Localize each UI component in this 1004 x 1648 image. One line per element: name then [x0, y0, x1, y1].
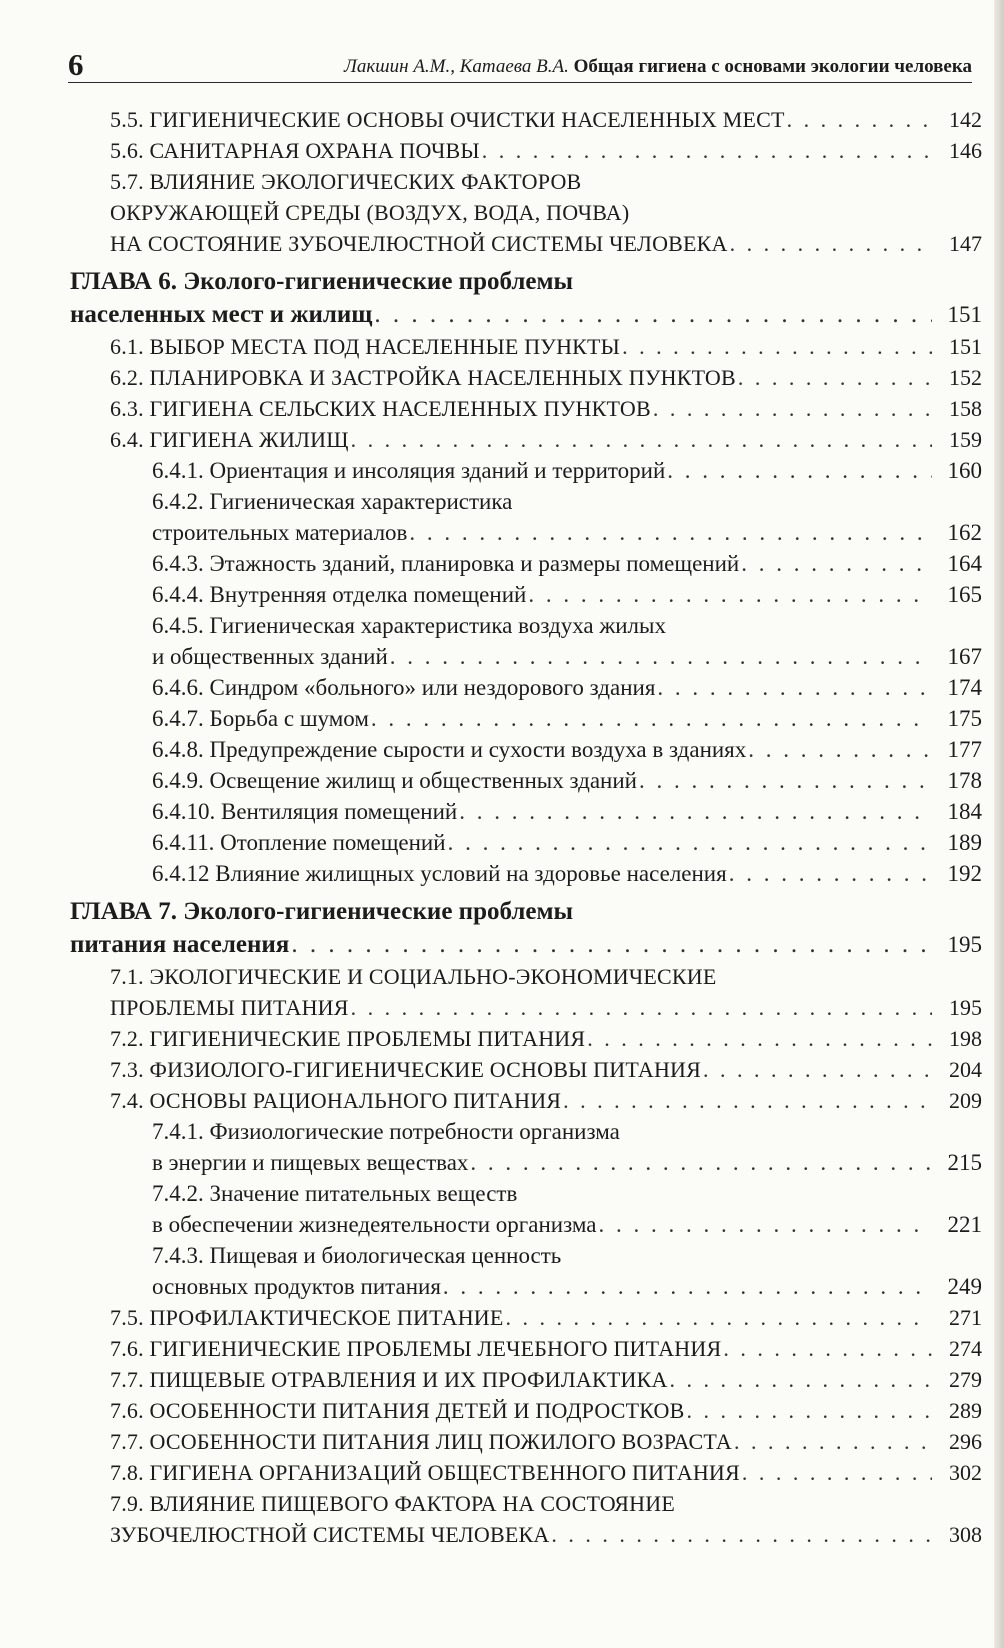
toc-entry-title-line: НА СОСТОЯНИЕ ЗУБОЧЕЛЮСТНОЙ СИСТЕМЫ ЧЕЛОВЕКА [110, 231, 728, 256]
toc-subentry [152, 672, 982, 703]
toc-subentry [152, 1178, 982, 1240]
toc-subentry [152, 1240, 982, 1302]
toc-chapter-heading [70, 265, 982, 331]
toc-entry-title: 7.5. ПРОФИЛАКТИЧЕСКОЕ ПИТАНИЕ [110, 1305, 504, 1330]
toc-page-number: 177 [947, 737, 982, 762]
toc-entry-title: 6.4.8. Предупреждение сырости и сухости воздуха в зданиях [152, 737, 747, 762]
toc-entry-title-line: ОКРУЖАЮЩЕЙ СРЕДЫ (ВОЗДУХ, ВОДА, ПОЧВА) [110, 200, 630, 225]
toc-entry-title: 6.4.11. Отопление помещений [152, 830, 446, 855]
toc-page-number: 174 [947, 675, 982, 700]
toc-subentry [152, 765, 982, 796]
dot-leader [409, 517, 932, 548]
toc-entry-title-line: 5.7. ВЛИЯНИЕ ЭКОЛОГИЧЕСКИХ ФАКТОРОВ [110, 169, 582, 194]
chapter-title-line: питания населения [70, 931, 290, 958]
dot-leader [351, 992, 932, 1023]
dot-leader [738, 362, 932, 393]
toc-entry-title: 7.6. ОСОБЕННОСТИ ПИТАНИЯ ДЕТЕЙ И ПОДРОСТКОВ [110, 1398, 685, 1423]
dot-leader [374, 298, 932, 331]
dot-leader [528, 579, 932, 610]
toc-page-number: 289 [949, 1398, 982, 1423]
toc-entry-title-line: 7.4.1. Физиологические потребности организма [152, 1119, 620, 1144]
dot-leader [563, 1085, 932, 1116]
toc-page-number: 192 [947, 861, 982, 886]
toc-entry-title: 7.3. ФИЗИОЛОГО-ГИГИЕНИЧЕСКИЕ ОСНОВЫ ПИТАНИЯ [110, 1057, 702, 1082]
toc-page-number: 151 [949, 334, 982, 359]
toc-entry-title-line: и общественных зданий [152, 644, 388, 669]
header-book-title: Общая гигиена с основами экологии человека [573, 56, 972, 77]
dot-leader [639, 765, 932, 796]
toc-entry [110, 1023, 982, 1054]
toc-subentry [152, 1116, 982, 1178]
dot-leader [742, 1457, 932, 1488]
dot-leader [703, 1054, 932, 1085]
dot-leader [443, 1271, 932, 1302]
toc-entry [110, 1302, 982, 1333]
toc-page-number: 147 [949, 231, 982, 256]
toc-page-number: 158 [949, 396, 982, 421]
toc-page-number: 204 [949, 1057, 982, 1082]
toc-entry [110, 331, 982, 362]
toc-page-number: 189 [947, 830, 982, 855]
toc-entry [110, 1488, 982, 1550]
toc-page-number: 167 [947, 644, 982, 669]
dot-leader [448, 827, 932, 858]
toc-entry-title-line: 7.1. ЭКОЛОГИЧЕСКИЕ И СОЦИАЛЬНО-ЭКОНОМИЧЕСКИЕ [110, 964, 717, 989]
dot-leader [371, 703, 932, 734]
toc-entry [110, 135, 982, 166]
dot-leader [657, 672, 932, 703]
toc-page-number: 164 [947, 551, 982, 576]
toc-page-number: 221 [947, 1212, 982, 1237]
toc-page-number: 152 [949, 365, 982, 390]
dot-leader [670, 1364, 932, 1395]
dot-leader [667, 455, 932, 486]
dot-leader [587, 1023, 932, 1054]
toc-entry [110, 1333, 982, 1364]
dot-leader [459, 796, 932, 827]
toc-page-number: 274 [949, 1336, 982, 1361]
header-authors: Лакшин А.М., Катаева В.А. [344, 56, 569, 77]
toc-page-number: 184 [947, 799, 982, 824]
toc-entry-title: 6.1. ВЫБОР МЕСТА ПОД НАСЕЛЕННЫЕ ПУНКТЫ [110, 334, 621, 359]
toc-entry [110, 1085, 982, 1116]
toc-subentry [152, 548, 982, 579]
toc-page-number: 195 [949, 995, 982, 1020]
dot-leader [291, 928, 932, 961]
toc-subentry [152, 796, 982, 827]
toc-subentry [152, 610, 982, 672]
toc-entry-title: 7.8. ГИГИЕНА ОРГАНИЗАЦИЙ ОБЩЕСТВЕННОГО ПИТАНИЯ [110, 1460, 740, 1485]
running-header [68, 46, 972, 83]
dot-leader [551, 1519, 932, 1550]
toc-entry-title-line: строительных материалов [152, 520, 408, 545]
dot-leader [734, 1426, 932, 1457]
toc-page-number: 159 [949, 427, 982, 452]
dot-leader [729, 858, 932, 889]
toc-entry-title: 6.4.12 Влияние жилищных условий на здоровье населения [152, 861, 727, 886]
toc-page-number: 249 [947, 1274, 982, 1299]
toc-entry [110, 1395, 982, 1426]
toc-page-number: 160 [947, 458, 982, 483]
toc-entry-title: 7.7. ПИЩЕВЫЕ ОТРАВЛЕНИЯ И ИХ ПРОФИЛАКТИКА [110, 1367, 668, 1392]
page-number: 6 [68, 47, 84, 82]
chapter-title-line: населенных мест и жилищ [70, 301, 373, 328]
toc-entry [110, 1426, 982, 1457]
toc-entry-title-line: 6.4.2. Гигиеническая характеристика [152, 489, 513, 514]
toc-subentry [152, 455, 982, 486]
toc-page-number: 209 [949, 1088, 982, 1113]
toc-entry-title-line: ЗУБОЧЕЛЮСТНОЙ СИСТЕМЫ ЧЕЛОВЕКА [110, 1522, 550, 1547]
toc-entry-title-line: 7.9. ВЛИЯНИЕ ПИЩЕВОГО ФАКТОРА НА СОСТОЯНИЕ [110, 1491, 675, 1516]
toc-subentry [152, 486, 982, 548]
dot-leader [482, 135, 932, 166]
toc-subentry [152, 827, 982, 858]
toc-page-number: 146 [949, 138, 982, 163]
dot-leader [741, 548, 932, 579]
chapter-title-line: ГЛАВА 7. Эколого-гигиенические проблемы [70, 898, 574, 925]
toc-entry-title-line: в обеспечении жизнедеятельности организма [152, 1212, 597, 1237]
toc-entry [110, 424, 982, 455]
toc-entry-title: 5.6. САНИТАРНАЯ ОХРАНА ПОЧВЫ [110, 138, 480, 163]
dot-leader [723, 1333, 932, 1364]
toc-entry-title-line: в энергии и пищевых веществах [152, 1150, 469, 1175]
toc-entry-title-line: ПРОБЛЕМЫ ПИТАНИЯ [110, 995, 349, 1020]
toc-entry-title-line: 7.4.3. Пищевая и биологическая ценность [152, 1243, 562, 1268]
toc-entry-title: 6.4.1. Ориентация и инсоляция зданий и территорий [152, 458, 666, 483]
toc-entry [110, 393, 982, 424]
toc-page-number: 279 [949, 1367, 982, 1392]
toc-entry-title-line: 6.4.5. Гигиеническая характеристика воздуха жилых [152, 613, 666, 638]
toc-page-number: 296 [949, 1429, 982, 1454]
toc-entry-title-line: 7.4.2. Значение питательных веществ [152, 1181, 518, 1206]
dot-leader [748, 734, 932, 765]
toc-entry-title-line: основных продуктов питания [152, 1274, 441, 1299]
dot-leader [730, 228, 932, 259]
toc-entry [110, 1364, 982, 1395]
toc-subentry [152, 703, 982, 734]
toc-entry-title: 7.6. ГИГИЕНИЧЕСКИЕ ПРОБЛЕМЫ ЛЕЧЕБНОГО ПИТАНИЯ [110, 1336, 722, 1361]
toc-entry [110, 961, 982, 1023]
toc-entry-title: 6.4. ГИГИЕНА ЖИЛИЩ [110, 427, 349, 452]
toc-entry-title: 6.4.3. Этажность зданий, планировка и размеры помещений [152, 551, 740, 576]
toc-subentry [152, 579, 982, 610]
dot-leader [598, 1209, 932, 1240]
toc-page-number: 308 [949, 1522, 982, 1547]
toc-page-number: 162 [947, 520, 982, 545]
toc-entry-title: 6.4.9. Освещение жилищ и общественных зданий [152, 768, 637, 793]
toc-entry [110, 104, 982, 135]
toc-subentry [152, 734, 982, 765]
toc-page-number: 175 [947, 706, 982, 731]
toc-entry-title: 7.4. ОСНОВЫ РАЦИОНАЛЬНОГО ПИТАНИЯ [110, 1088, 562, 1113]
toc-entry-title: 7.2. ГИГИЕНИЧЕСКИЕ ПРОБЛЕМЫ ПИТАНИЯ [110, 1026, 586, 1051]
toc-entry-title: 6.2. ПЛАНИРОВКА И ЗАСТРОЙКА НАСЕЛЕННЫХ ПУНКТОВ [110, 365, 736, 390]
toc-page-number: 142 [949, 107, 982, 132]
toc-page-number: 165 [947, 582, 982, 607]
toc-subentry [152, 858, 982, 889]
toc-page-number: 151 [947, 302, 982, 327]
toc-entry-title: 6.4.4. Внутренняя отделка помещений [152, 582, 527, 607]
toc-page-number: 178 [947, 768, 982, 793]
toc-page-number: 198 [949, 1026, 982, 1051]
toc-entry [110, 166, 982, 259]
toc-entry-title: 5.5. ГИГИЕНИЧЕСКИЕ ОСНОВЫ ОЧИСТКИ НАСЕЛЕННЫХ МЕСТ [110, 107, 785, 132]
dot-leader [351, 424, 932, 455]
dot-leader [506, 1302, 932, 1333]
dot-leader [787, 104, 932, 135]
dot-leader [653, 393, 932, 424]
chapter-title-line: ГЛАВА 6. Эколого-гигиенические проблемы [70, 268, 574, 295]
toc-page-number: 302 [949, 1460, 982, 1485]
toc-entry-title: 6.4.10. Вентиляция помещений [152, 799, 458, 824]
toc-entry-title: 6.3. ГИГИЕНА СЕЛЬСКИХ НАСЕЛЕННЫХ ПУНКТОВ [110, 396, 651, 421]
dot-leader [470, 1147, 932, 1178]
toc-entry-title: 6.4.6. Синдром «больного» или нездорового здания [152, 675, 656, 700]
toc-entry-title: 7.7. ОСОБЕННОСТИ ПИТАНИЯ ЛИЦ ПОЖИЛОГО ВОЗРАСТА [110, 1429, 732, 1454]
toc-entry [110, 362, 982, 393]
toc-entry-title: 6.4.7. Борьба с шумом [152, 706, 369, 731]
header-text [344, 56, 972, 82]
toc-page-number: 215 [947, 1150, 982, 1175]
dot-leader [687, 1395, 932, 1426]
table-of-contents [0, 104, 1004, 1550]
toc-page-number: 271 [949, 1305, 982, 1330]
toc-page-number: 195 [947, 932, 982, 957]
toc-entry [110, 1457, 982, 1488]
dot-leader [390, 641, 932, 672]
toc-chapter-heading [70, 895, 982, 961]
dot-leader [622, 331, 932, 362]
toc-entry [110, 1054, 982, 1085]
